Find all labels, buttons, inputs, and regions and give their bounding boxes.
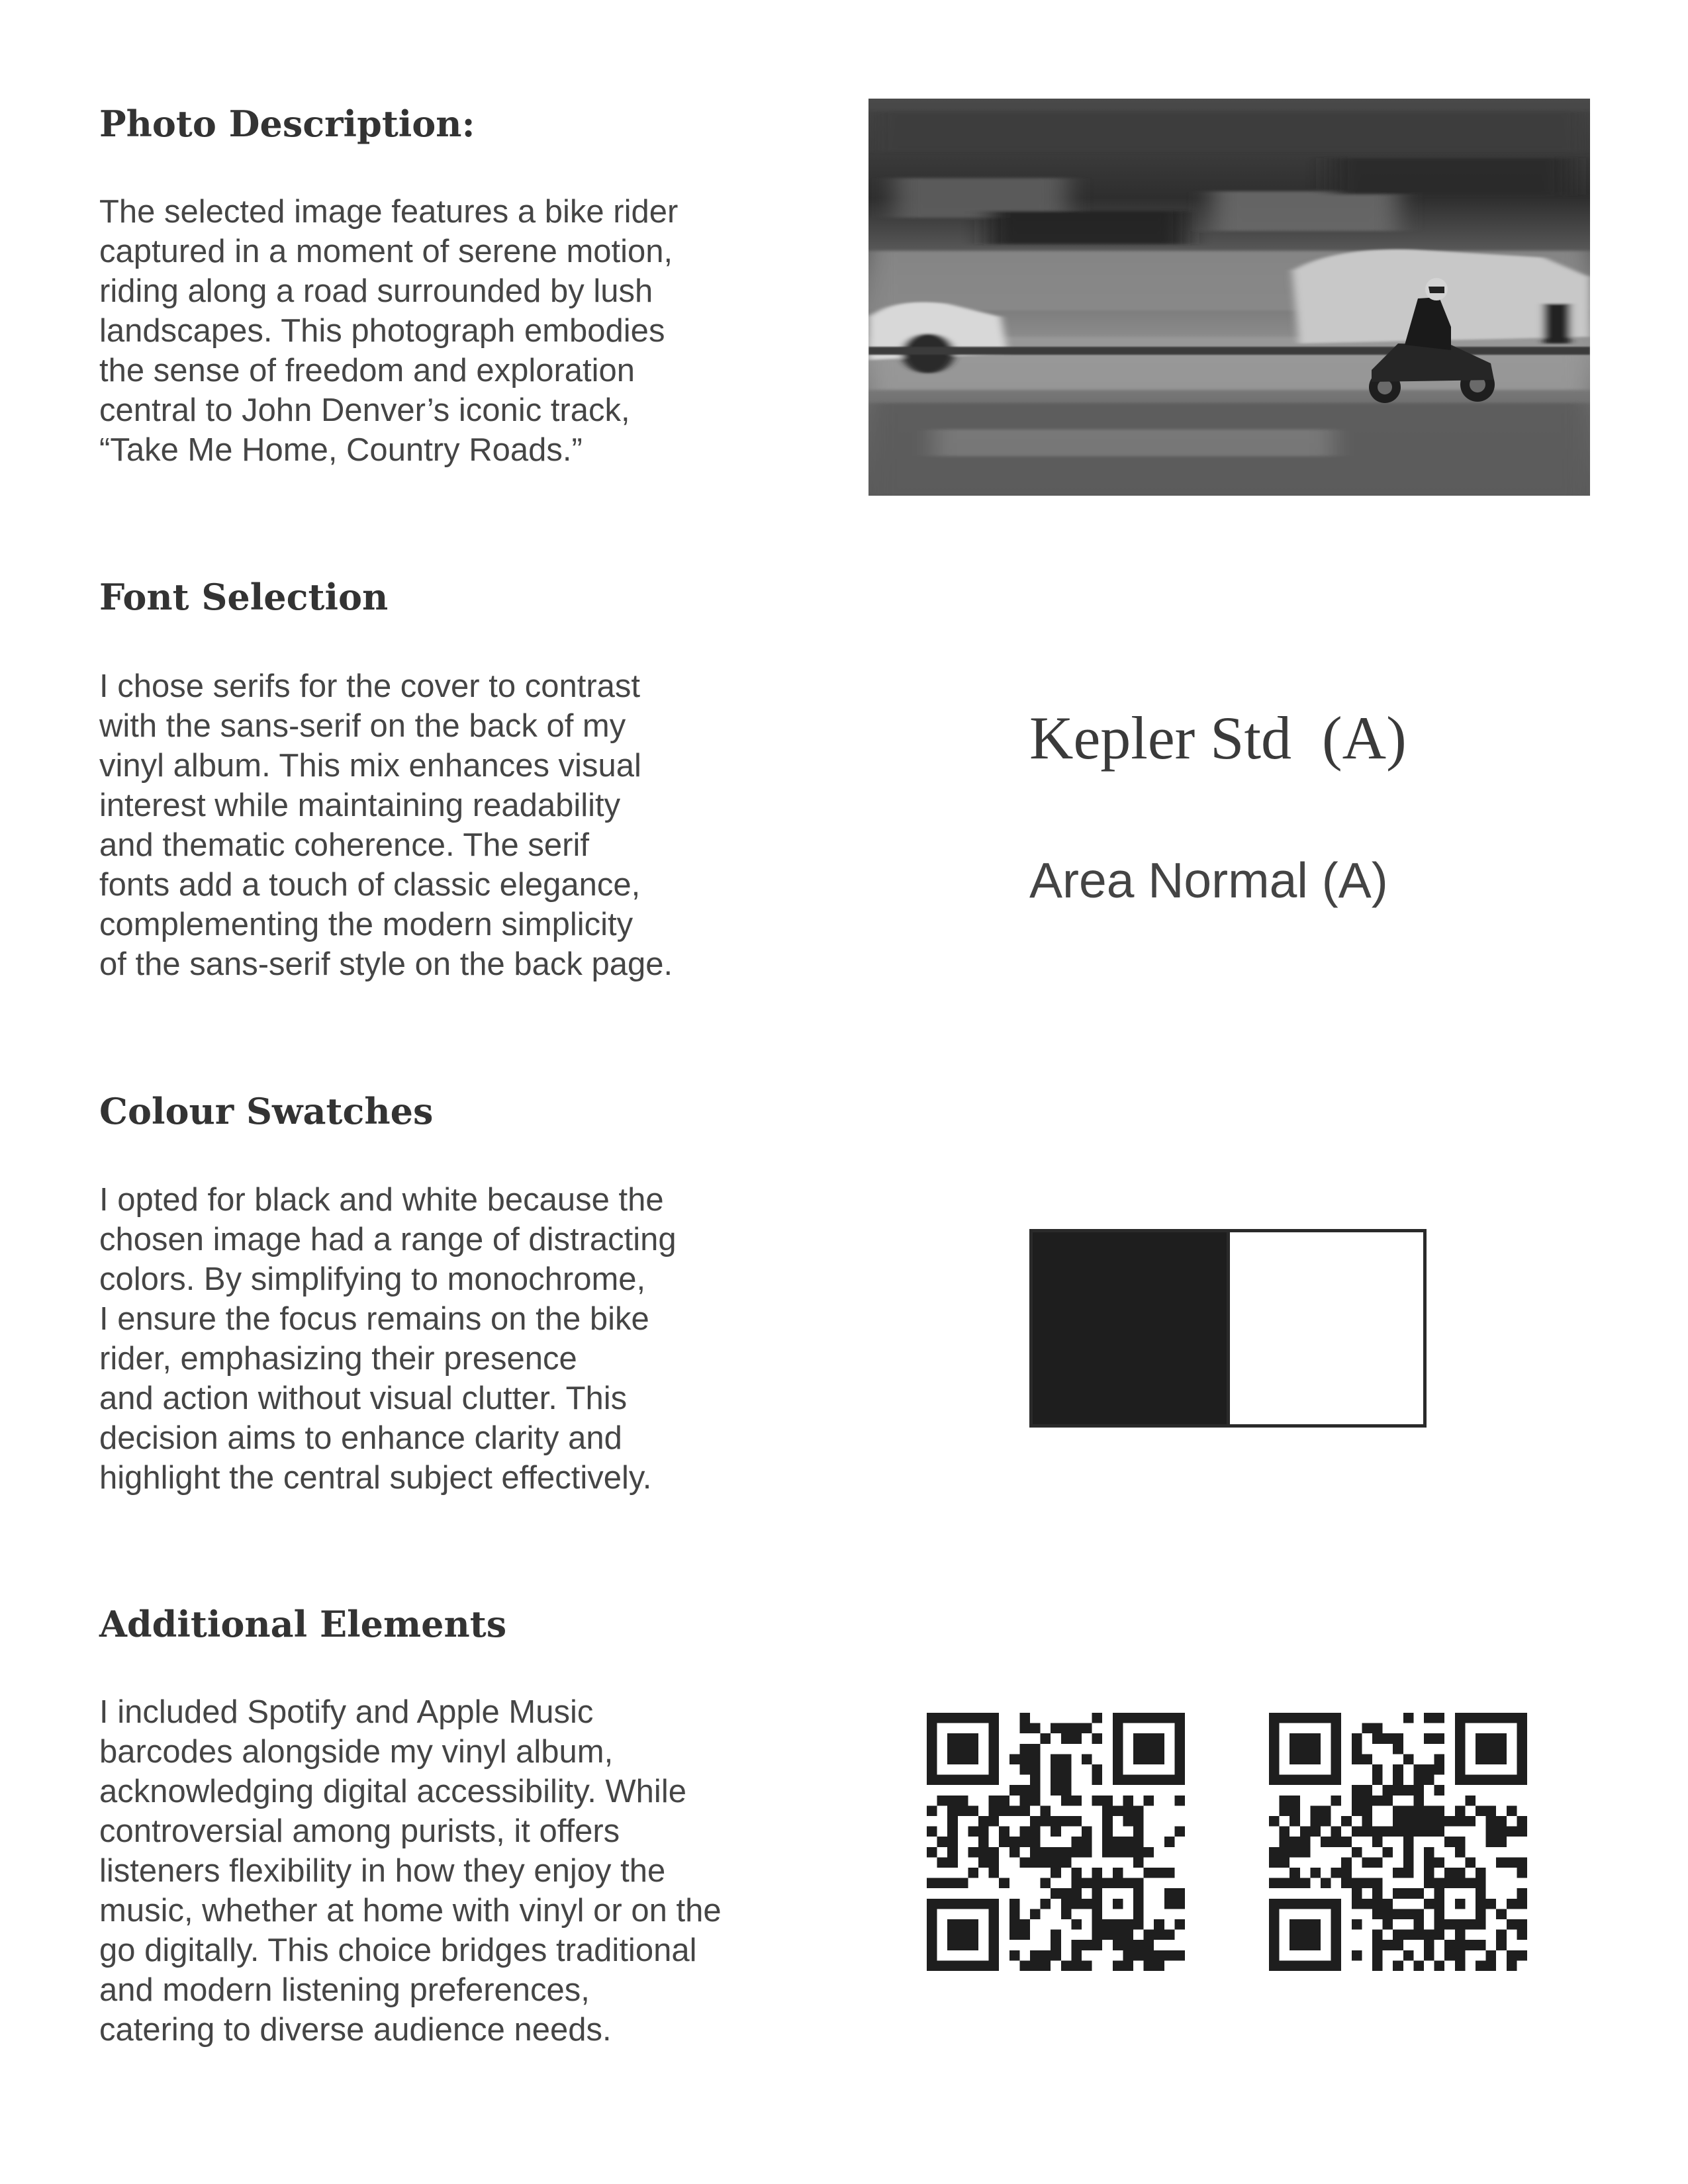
text-line: the sense of freedom and exploration xyxy=(99,353,635,388)
text-line: captured in a moment of serene motion, xyxy=(99,234,673,269)
text-line: rider, emphasizing their presence xyxy=(99,1341,577,1377)
text-line: “Take Me Home, Country Roads.” xyxy=(99,432,583,468)
white-swatch xyxy=(1230,1232,1424,1424)
text-line: and action without visual clutter. This xyxy=(99,1381,628,1416)
heading-colour-swatches: Colour Swatches xyxy=(99,1090,434,1132)
text-line: catering to diverse audience needs. xyxy=(99,2012,612,2048)
font-selection-text xyxy=(99,666,827,984)
text-line: acknowledging digital accessibility. While xyxy=(99,1774,686,1809)
heading-font-selection: Font Selection xyxy=(99,576,389,618)
apple-music-qr-code-icon[interactable] xyxy=(1269,1713,1527,1971)
text-line: of the sans-serif style on the back page. xyxy=(99,946,673,982)
spotify-qr-code-icon[interactable] xyxy=(927,1713,1185,1971)
sans-font-sample: Area Normal (A) xyxy=(1029,852,1388,908)
text-line: fonts add a touch of classic elegance, xyxy=(99,867,641,903)
additional-elements-text xyxy=(99,1692,827,2050)
text-line: I included Spotify and Apple Music xyxy=(99,1694,594,1730)
text-line: I opted for black and white because the xyxy=(99,1182,664,1218)
text-line: The selected image features a bike rider xyxy=(99,194,679,230)
text-line: music, whether at home with vinyl or on the xyxy=(99,1893,722,1929)
text-line: I ensure the focus remains on the bike xyxy=(99,1301,649,1337)
motorcycle-photo xyxy=(868,99,1590,496)
text-line: go digitally. This choice bridges traditional xyxy=(99,1933,697,1968)
text-line: decision aims to enhance clarity and xyxy=(99,1420,622,1456)
text-line: central to John Denver’s iconic track, xyxy=(99,392,630,428)
text-line: listeners flexibility in how they enjoy the xyxy=(99,1853,666,1889)
text-line: and thematic coherence. The serif xyxy=(99,827,589,863)
text-line: and modern listening preferences, xyxy=(99,1972,590,2008)
text-line: barcodes alongside my vinyl album, xyxy=(99,1734,614,1770)
heading-photo-description: Photo Description: xyxy=(99,103,475,145)
text-line: controversial among purists, it offers xyxy=(99,1813,620,1849)
photo-description-text xyxy=(99,192,827,470)
text-line: colors. By simplifying to monochrome, xyxy=(99,1261,646,1297)
black-swatch xyxy=(1033,1232,1230,1424)
text-line: I chose serifs for the cover to contrast xyxy=(99,668,641,704)
text-line: interest while maintaining readability xyxy=(99,788,621,823)
text-line: chosen image had a range of distracting xyxy=(99,1222,677,1257)
text-line: vinyl album. This mix enhances visual xyxy=(99,748,641,784)
heading-additional-elements: Additional Elements xyxy=(99,1603,507,1645)
colour-swatches xyxy=(1029,1229,1427,1428)
text-line: with the sans-serif on the back of my xyxy=(99,708,626,744)
text-line: landscapes. This photograph embodies xyxy=(99,313,665,349)
text-line: complementing the modern simplicity xyxy=(99,907,633,942)
colour-swatches-text xyxy=(99,1180,827,1498)
serif-font-sample: Kepler Std (A) xyxy=(1029,704,1407,772)
text-line: riding along a road surrounded by lush xyxy=(99,273,653,309)
text-line: highlight the central subject effectively. xyxy=(99,1460,652,1496)
